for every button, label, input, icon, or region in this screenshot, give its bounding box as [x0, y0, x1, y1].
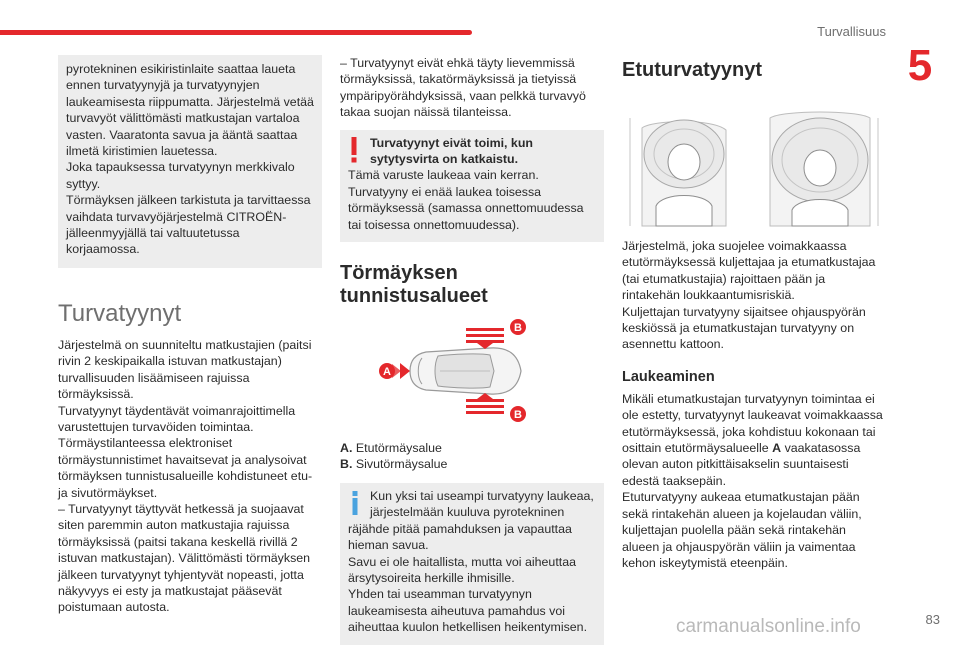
chapter-number: 5 [907, 41, 933, 90]
side-impact-arrows-top [466, 328, 504, 349]
warning-line: Tämä varuste laukeaa vain kerran. [348, 168, 539, 183]
side-impact-arrows-bottom [466, 393, 504, 414]
body-paragraph: Turvatyynyt täydentävät voimanrajoittimella varustettujen turvavöiden toimintaa. [58, 403, 296, 434]
legend-item: A. Etutörmäysalue [340, 441, 442, 456]
zone-reference: A [772, 441, 782, 456]
warning-line: Turvatyyny ei enää laukea toisessa törmäyksessä (samassa onnettomuudessa tai toisessa onnettomuudessa). [348, 184, 584, 232]
top-paragraph [340, 55, 604, 121]
seatbelt-note-box [58, 55, 322, 268]
info-icon [351, 491, 359, 515]
impact-zones-figure [340, 316, 604, 426]
zone-a-label: A [383, 366, 391, 379]
column-left [58, 55, 322, 616]
body-paragraph: Kuljettajan turvatyyny sijaitsee ohjauspyörän keskiössä ja etumatkustajan turvatyyny on asennettu kattoon. [622, 304, 866, 352]
body-paragraph: Järjestelmä on suunniteltu matkustajien (paitsi rivin 2 keskipaikalla istuvan matkustajan) turvallisuuden lisäämiseen rajuissa törmäyksissä. [58, 337, 312, 402]
body-paragraph: Järjestelmä, joka suojelee voimakkaassa etutörmäyksessä kuljettajaa ja etumatkustajaa (tai etumatkustajia) rajoittaen pään ja rintakehän loukkaantumisriskiä. [622, 239, 876, 303]
front-airbags-illustration [622, 88, 886, 228]
airbag-text [58, 337, 322, 616]
heading-tunnistusalueet: Törmäyksen tunnistusalueet [340, 262, 488, 308]
figure-legend [340, 440, 604, 473]
warning-box [340, 130, 604, 242]
body-paragraph: – Turvatyynyt eivät ehkä täyty lievemmissä törmäyksissä, takatörmäyksissä ja tietyissä ympäripyörähdyksissä, vaan pelkkä turvavyö takaa suojan näissä tilanteissa. [340, 56, 586, 120]
header-accent-bar [0, 30, 472, 35]
heading-etuturvatyynyt: Etuturvatyynyt [622, 59, 763, 81]
section-title: Turvallisuus [817, 24, 886, 39]
body-paragraph: Etuturvatyyny aukeaa etumatkustajan pään sekä rintakehän alueen ja kojelaudan väliin, kuljettajan puolella pään sekä rintakehän alueen ja ohjauspyörän väliin ja vaimentaa kehon iskeytymistä eteenpäin. [622, 490, 862, 570]
warning-lead: Turvatyynyt eivät toimi, kun sytytysvirta on katkaistu. [370, 135, 533, 167]
info-lead: Kun yksi tai useampi turvatyyny laukeaa, järjestelmään kuuluva pyrotekninen [370, 488, 594, 520]
body-paragraph: Törmäystilanteessa elektroniset törmäystunnistimet havaitsevat ja analysoivat törmäyksen tunnistusalueille kohdistuneet etu- ja sivutörmäykset. [58, 436, 313, 500]
note-paragraph: Joka tapauksessa turvatyynyn merkkivalo syttyy. [66, 160, 295, 191]
heading-turvatyynyt: Turvatyynyt [58, 299, 182, 327]
legend-item: B. Sivutörmäysalue [340, 457, 448, 472]
info-line: Yhden tai useamman turvatyynyn laukeamisesta aiheutuva pamahdus voi aiheuttaa kuulon hetkellisen heikentymisen. [348, 587, 588, 635]
note-paragraph: Törmäyksen jälkeen tarkistuta ja tarvittaessa vaihdata turvavyöjärjestelmä CITROËN-jälleenmyyjällä tai valtuutetussa korjaamossa. [66, 193, 311, 257]
zone-b-top-label: B [514, 322, 522, 335]
car-topview-illustration [410, 348, 521, 394]
info-line: räjähde pitää pamahduksen ja vapauttaa hieman savua. [348, 521, 572, 553]
watermark: carmanualsonline.info [676, 616, 861, 637]
body-paragraph: – Turvatyynyt täyttyvät hetkessä ja suojaavat siten paremmin auton matkustajia rajuissa törmäyksissä (paitsi takana keskellä rivillä 2 istuvan matkustajan). Välittömästi törmäyksen jälkeen turvatyynyt tyhjentyvät nopeasti, jotta näkyvyys ei esty ja matkustajat pääsevät poistumaan autosta. [58, 501, 311, 615]
info-box [340, 483, 604, 645]
info-line: Savu ei ole haitallista, mutta voi aiheuttaa ärsytysoireita herkille ihmisille. [348, 554, 576, 585]
column-right [622, 55, 886, 571]
zone-b-bottom-label: B [514, 409, 522, 422]
subheading-laukeaminen: Laukeaminen [622, 368, 715, 385]
body-paragraph: Mikäli etumatkustajan turvatyynyn toimintaa ei ole estetty, turvatyynyt laukeavat voimakkaassa etutörmäyksessä, joka kohdistuu kokonaan tai osittain etutörmäysalueelle A vaakatasossa olevan auton pitkittäisakselin suuntaisesti edestä taaksepäin. [622, 391, 883, 488]
front-airbag-text [622, 238, 886, 353]
driver-airbag-illustration [642, 120, 726, 226]
deployment-text [622, 391, 886, 571]
note-paragraph: pyrotekninen esikiristinlaite saattaa laueta ennen turvatyynyjä ja turvatyynyjen laukeamisesta riippumatta. Järjestelmä vetää turvavyöt välittömästi matkustajan vartaloa vasten. Vaaratonta savua ja ääntä saattaa ilmetä kiristimien lauetessa. [66, 62, 314, 159]
passenger-airbag-illustration [770, 112, 870, 226]
column-middle [340, 55, 604, 645]
warning-exclamation-icon [349, 137, 359, 163]
page-number: 83 [925, 612, 940, 627]
